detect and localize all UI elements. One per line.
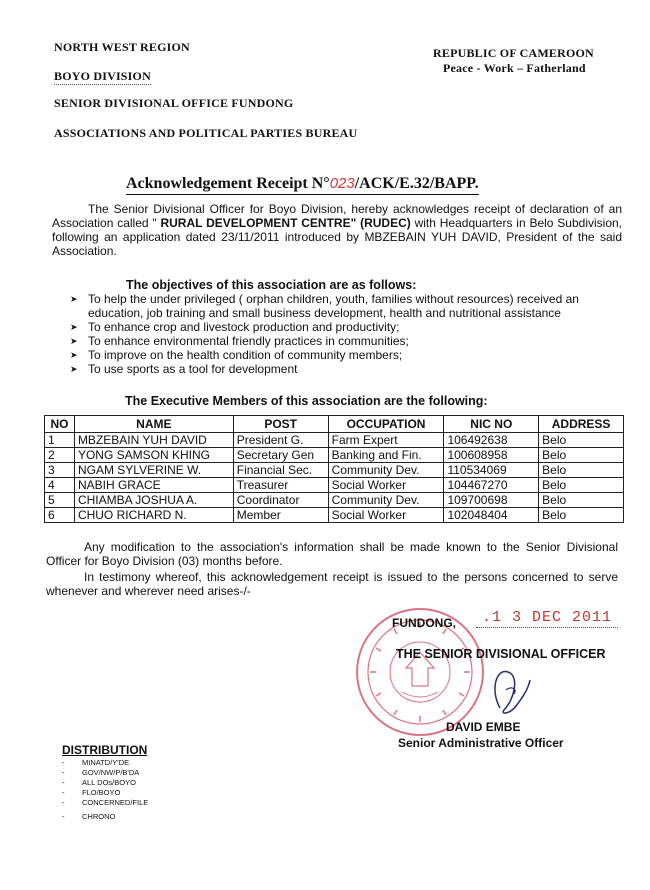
executive-table	[44, 415, 624, 523]
signing-place: FUNDONG,	[392, 616, 456, 630]
objective-item	[70, 292, 622, 320]
cell-nic: 104467270	[444, 478, 539, 493]
republic-motto: Peace - Work – Fatherland	[443, 61, 586, 75]
cell-post: Treasurer	[233, 478, 328, 493]
cell-address: Belo	[539, 463, 624, 478]
objective-text: To enhance crop and livestock production and productivity;	[88, 320, 400, 334]
cell-occupation: Banking and Fin.	[328, 448, 444, 463]
cell-occupation: Community Dev.	[328, 493, 444, 508]
objective-text: To improve on the health condition of community members;	[88, 348, 403, 362]
cell-post: Secretary Gen	[233, 448, 328, 463]
cell-nic: 100608958	[444, 448, 539, 463]
table-row	[45, 478, 624, 493]
col-name: NAME	[74, 416, 233, 433]
cell-nic: 110534069	[444, 463, 539, 478]
signatory-office: THE SENIOR DIVISIONAL OFFICER	[396, 647, 606, 661]
cell-address: Belo	[539, 448, 624, 463]
signatory-rank: Senior Administrative Officer	[398, 736, 564, 750]
distribution-item: - ALL DOs/BOYO	[62, 778, 148, 788]
objective-item	[70, 348, 622, 362]
cell-address: Belo	[539, 508, 624, 523]
association-name: RURAL DEVELOPMENT CENTRE" (RUDEC)	[160, 216, 411, 230]
modification-paragraph: Any modification to the association's information shall be made known to the Senior Divisional Officer for Boyo Division (03) months before.	[46, 540, 618, 568]
table-row	[45, 433, 624, 448]
col-nic: NIC NO	[444, 416, 539, 433]
arrow-bullet-icon: ➤	[70, 322, 78, 332]
arrow-bullet-icon: ➤	[70, 336, 78, 346]
cell-name: YONG SAMSON KHING	[74, 448, 233, 463]
cell-occupation: Social Worker	[328, 478, 444, 493]
cell-no: 5	[45, 493, 75, 508]
cell-address: Belo	[539, 478, 624, 493]
date-stamp: .1 3 DEC 2011	[476, 609, 618, 628]
distribution-item: - CHRONO	[62, 812, 148, 822]
cell-post: President G.	[233, 433, 328, 448]
arrow-bullet-icon: ➤	[70, 364, 78, 374]
arrow-bullet-icon: ➤	[70, 350, 78, 360]
executive-heading: The Executive Members of this association are the following:	[125, 394, 488, 408]
division-label: BOYO DIVISION	[54, 69, 151, 83]
distribution-item: - GOV/NW/P/B'DA	[62, 768, 148, 778]
table-row	[45, 493, 624, 508]
cell-address: Belo	[539, 433, 624, 448]
testimony-paragraph: In testimony whereof, this acknowledgement receipt is issued to the persons concerned to serve whenever and wherever need arises-/-	[46, 570, 618, 598]
cell-name: CHIAMBA JOSHUA A.	[74, 493, 233, 508]
col-occupation: OCCUPATION	[328, 416, 444, 433]
intro-text-2: with Headquarters in Belo Subdivision, following an application dated 23/11/2011 introduced by MBZEBAIN YUH DAVID, President of the said Association.	[52, 216, 623, 258]
signatory-name: DAVID EMBE	[446, 720, 521, 734]
handwritten-signature-icon	[470, 660, 550, 720]
objective-text: To use sports as a tool for development	[88, 362, 298, 376]
cell-post: Coordinator	[233, 493, 328, 508]
col-no: NO	[45, 416, 75, 433]
cell-name: CHUO RICHARD N.	[74, 508, 233, 523]
objectives-list	[70, 292, 622, 376]
cell-nic: 102048404	[444, 508, 539, 523]
table-row	[45, 508, 624, 523]
cell-address: Belo	[539, 493, 624, 508]
table-row	[45, 463, 624, 478]
col-address: ADDRESS	[539, 416, 624, 433]
office-label: SENIOR DIVISIONAL OFFICE FUNDONG	[54, 96, 294, 110]
objective-text: To help the under privileged ( orphan children, youth, families without resources) received an education, job training and small business development, health and nutritional assistance	[88, 292, 579, 320]
table-header-row	[45, 416, 624, 433]
receipt-title	[126, 175, 479, 195]
cell-name: MBZEBAIN YUH DAVID	[74, 433, 233, 448]
col-post: POST	[233, 416, 328, 433]
bureau-label: ASSOCIATIONS AND POLITICAL PARTIES BUREAU	[54, 126, 358, 140]
receipt-suffix: /ACK/E.32/BAPP.	[354, 175, 479, 192]
table-row	[45, 448, 624, 463]
cell-occupation: Farm Expert	[328, 433, 444, 448]
intro-text-1: The Senior Divisional Officer for Boyo Division, hereby acknowledges receipt of declaration of an Association called "	[52, 202, 622, 230]
receipt-prefix: Acknowledgement Receipt N°	[126, 175, 330, 192]
cell-no: 3	[45, 463, 75, 478]
cell-name: NABIH GRACE	[74, 478, 233, 493]
intro-paragraph	[52, 202, 622, 258]
receipt-number: 023	[329, 175, 355, 192]
cell-occupation: Social Worker	[328, 508, 444, 523]
objective-text: To enhance environmental friendly practices in communities;	[88, 334, 409, 348]
cell-no: 2	[45, 448, 75, 463]
cell-nic: 106492638	[444, 433, 539, 448]
objectives-heading: The objectives of this association are as follows:	[126, 278, 417, 292]
distribution-list	[62, 758, 148, 822]
arrow-bullet-icon: ➤	[70, 294, 78, 304]
distribution-heading: DISTRIBUTION	[62, 743, 148, 757]
distribution-item: - FLO/BOYO	[62, 788, 148, 798]
cell-post: Member	[233, 508, 328, 523]
objective-item	[70, 362, 622, 376]
cell-no: 6	[45, 508, 75, 523]
cell-nic: 109700698	[444, 493, 539, 508]
objective-item	[70, 334, 622, 348]
cell-no: 1	[45, 433, 75, 448]
distribution-item: - MINATD/Y'DE	[62, 758, 148, 768]
republic-title: REPUBLIC OF CAMEROON	[433, 46, 594, 60]
cell-occupation: Community Dev.	[328, 463, 444, 478]
cell-name: NGAM SYLVERINE W.	[74, 463, 233, 478]
region-label: NORTH WEST REGION	[54, 40, 190, 54]
cell-post: Financial Sec.	[233, 463, 328, 478]
objective-item	[70, 320, 622, 334]
distribution-item: - CONCERNED/FILE	[62, 798, 148, 808]
cell-no: 4	[45, 478, 75, 493]
